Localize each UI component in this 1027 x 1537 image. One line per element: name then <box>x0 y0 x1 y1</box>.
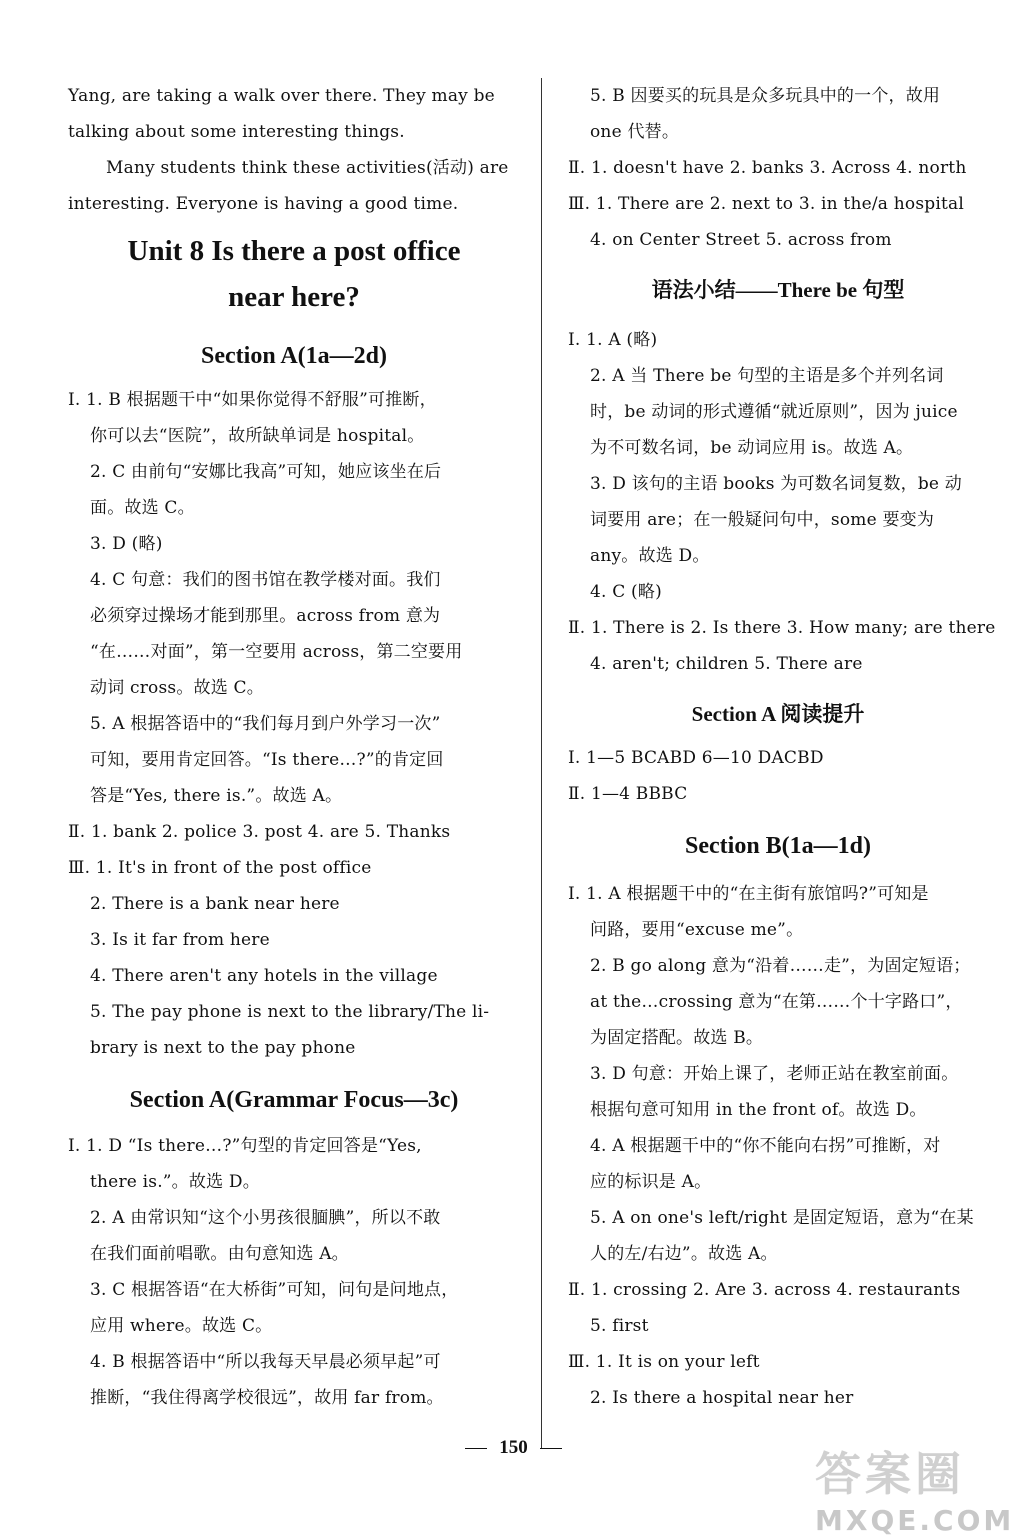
answer-line: 4. C (略) <box>590 582 662 602</box>
reading-title: Section A 阅读提升 <box>691 702 865 726</box>
answer-line: 3. D 句意：开始上课了，老师正站在教室前面。 <box>590 1064 959 1084</box>
page-number-text: 150 <box>499 1437 528 1458</box>
answer-line: 4. C 句意：我们的图书馆在教学楼对面。我们 <box>90 570 441 590</box>
answer-line: Ⅱ. 1. bank 2. police 3. post 4. are 5. Thanks <box>68 822 451 842</box>
watermark-glyphs: 答案圈 <box>815 1447 965 1501</box>
answer-line: 问路，要用“excuse me”。 <box>590 920 804 940</box>
answer-line: 5. The pay phone is next to the library/The li- <box>90 1002 490 1022</box>
section-b-answers <box>568 876 988 1416</box>
answer-line: 4. on Center Street 5. across from <box>590 230 892 250</box>
answer-line: 根据句意可知用 in the front of。故选 D。 <box>590 1100 927 1120</box>
answer-line: 4. aren't; children 5. There are <box>590 654 863 674</box>
answer-line: 动词 cross。故选 C。 <box>90 678 264 698</box>
answer-line: Ⅱ. 1. There is 2. Is there 3. How many; are there <box>568 618 996 638</box>
section-a-grammar-title: Section A(Grammar Focus—3c) <box>129 1087 459 1113</box>
answer-line: Ⅰ. 1. A (略) <box>568 330 658 350</box>
answer-line: Ⅲ. 1. There are 2. next to 3. in the/a hospital <box>568 194 964 214</box>
section-a-title: Section A(1a—2d) <box>201 343 387 369</box>
answer-line: 4. B 根据答语中“所以我每天早晨必须早起”可 <box>90 1352 441 1372</box>
grammar-summary-answers <box>568 322 996 682</box>
answer-line: 5. first <box>590 1316 649 1336</box>
answer-line: 2. B go along 意为“沿着……走”，为固定短语； <box>590 956 971 976</box>
answer-line: 3. C 根据答语“在大桥街”可知，问句是问地点， <box>90 1280 459 1300</box>
answer-line: 2. A 由常识知“这个小男孩很腼腆”，所以不敢 <box>90 1208 441 1228</box>
answer-line: one 代替。 <box>590 122 680 142</box>
answer-line: 2. There is a bank near here <box>90 894 340 914</box>
unit-title-line2: near here? <box>228 281 360 313</box>
watermark-logo <box>815 1438 1015 1537</box>
answer-line: “在……对面”，第一空要用 across，第二空要用 <box>90 642 463 662</box>
answer-line: 2. A 当 There be 句型的主语是多个并列名词 <box>590 366 944 386</box>
answer-line: Ⅰ. 1. B 根据题干中“如果你觉得不舒服”可推断， <box>68 390 437 410</box>
answer-line: 应用 where。故选 C。 <box>90 1316 273 1336</box>
answer-line: 4. There aren't any hotels in the village <box>90 966 438 986</box>
para-line: interesting. Everyone is having a good time. <box>68 194 459 214</box>
answer-line: Ⅱ. 1. doesn't have 2. banks 3. Across 4. north <box>568 158 967 178</box>
answer-line: Ⅱ. 1—4 BBBC <box>568 784 688 804</box>
answer-line: 人的左/右边”。故选 A。 <box>590 1244 778 1264</box>
answer-line: 应的标识是 A。 <box>590 1172 712 1192</box>
continued-answers <box>568 78 988 258</box>
reading-answers <box>568 740 988 812</box>
grammar-focus-answers <box>68 1128 520 1416</box>
answer-line: 必须穿过操场才能到那里。across from 意为 <box>90 606 441 626</box>
answer-line: 2. Is there a hospital near her <box>590 1388 854 1408</box>
left-column <box>68 78 520 1416</box>
answer-line: 推断，“我住得离学校很远”，故用 far from。 <box>90 1388 444 1408</box>
answer-line: 2. C 由前句“安娜比我高”可知，她应该坐在后 <box>90 462 442 482</box>
answer-line: 你可以去“医院”，故所缺单词是 hospital。 <box>90 426 425 446</box>
section-b-title: Section B(1a—1d) <box>685 833 871 859</box>
answer-line: Ⅰ. 1. A 根据题干中的“在主街有旅馆吗?”可知是 <box>568 884 929 904</box>
answer-line: any。故选 D。 <box>590 546 710 566</box>
answer-line: 词要用 are；在一般疑问句中，some 要变为 <box>590 510 935 530</box>
answer-line: Ⅲ. 1. It's in front of the post office <box>68 858 372 878</box>
answer-line: 4. A 根据题干中的“你不能向右拐”可推断，对 <box>590 1136 941 1156</box>
answer-line: Ⅲ. 1. It is on your left <box>568 1352 760 1372</box>
answer-line: 为固定搭配。故选 B。 <box>590 1028 764 1048</box>
answer-line: brary is next to the pay phone <box>90 1038 356 1058</box>
answer-line: 3. D (略) <box>90 534 163 554</box>
answer-line: 3. Is it far from here <box>90 930 270 950</box>
answer-line: 5. A on one's left/right 是固定短语，意为“在某 <box>590 1208 974 1228</box>
answer-line: 答是“Yes, there is.”。故选 A。 <box>90 786 343 806</box>
right-column <box>568 78 996 1416</box>
answer-line: 时，be 动词的形式遵循“就近原则”，因为 juice <box>590 402 958 422</box>
answer-line: Ⅰ. 1—5 BCABD 6—10 DACBD <box>568 748 824 768</box>
answer-line: 为不可数名词，be 动词应用 is。故选 A。 <box>590 438 914 458</box>
answer-line: 可知，要用肯定回答。“Is there…?”的肯定回 <box>90 750 444 770</box>
column-divider <box>541 78 542 1448</box>
watermark-text: MXQE.COM <box>815 1504 1015 1537</box>
answer-line: there is.”。故选 D。 <box>90 1172 260 1192</box>
para-line: Many students think these activities(活动) are <box>106 158 509 178</box>
answer-line: 5. A 根据答语中的“我们每月到户外学习一次” <box>90 714 441 734</box>
intro-line: talking about some interesting things. <box>68 122 405 142</box>
grammar-summary-title: 语法小结——There be 句型 <box>651 278 905 302</box>
answer-line: Ⅱ. 1. crossing 2. Are 3. across 4. restaurants <box>568 1280 961 1300</box>
unit-title: Unit 8 Is there a post office <box>127 235 461 267</box>
answer-line: 在我们面前唱歌。由句意知选 A。 <box>90 1244 349 1264</box>
section-a-answers <box>68 382 520 1066</box>
answer-line: 5. B 因要买的玩具是众多玩具中的一个，故用 <box>590 86 941 106</box>
answer-line: at the…crossing 意为“在第……个十字路口”， <box>590 992 963 1012</box>
answer-line: 面。故选 C。 <box>90 498 195 518</box>
answer-line: 3. D 该句的主语 books 为可数名词复数，be 动 <box>590 474 962 494</box>
answer-line: Ⅰ. 1. D “Is there…?”句型的肯定回答是“Yes, <box>68 1136 422 1156</box>
intro-line: Yang, are taking a walk over there. They may be <box>68 86 495 106</box>
